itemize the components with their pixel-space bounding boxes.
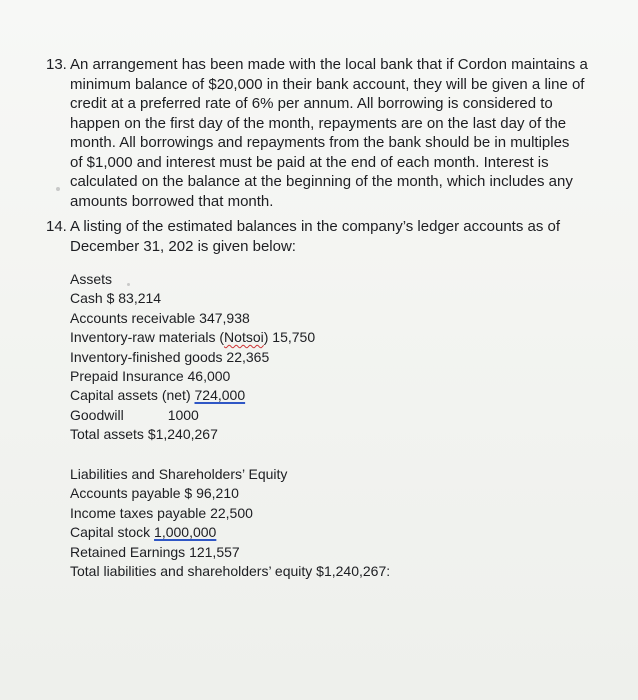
accounts-receivable-row: Accounts receivable 347,938 [70,309,250,326]
inventory-finished-goods-row: Inventory-finished goods 22,365 [70,348,270,365]
inventory-raw-materials-note: Notsoi [224,329,264,346]
item-13-line-1: An arrangement has been made with the local bank that if Cordon maintains a [70,56,588,73]
goodwill-label: Goodwill [70,406,124,423]
capital-stock-row [70,523,570,542]
item-14 [46,217,606,256]
liabilities-section [70,465,570,581]
income-taxes-payable-row: Income taxes payable 22,500 [70,504,253,521]
assets-heading: Assets [70,271,113,287]
accounts-payable-row: Accounts payable $ 96,210 [70,485,239,502]
item-14-line-1: A listing of the estimated balances in the company’s ledger accounts as of [70,218,561,235]
item-13-line-4: happen on the first day of the month, repayments are on the last day of the [70,114,567,132]
assets-section [70,270,570,445]
stray-dot-mark [56,187,60,191]
item-14-line-2: December 31, 202 is given below: [70,237,296,255]
capital-assets-value: 724,000 [194,387,246,404]
capital-stock-label: Capital stock [70,524,155,541]
cash-row: Cash $ 83,214 [70,290,162,307]
goodwill-row [70,406,570,425]
item-14-number: 14. [46,218,67,235]
total-liabilities-row: Total liabilities and shareholders’ equity $1,240,267: [70,563,391,580]
item-13-line-5: month. All borrowings and repayments from the bank should be in multiples [70,134,570,151]
item-13-number: 13. [46,56,67,73]
item-13 [46,55,606,211]
item-13-line-6: of $1,000 and interest must be paid at the end of each month. Interest is [70,153,549,171]
goodwill-value: 1000 [167,406,199,423]
item-13-text [70,55,606,211]
item-13-line-3: credit at a preferred rate of 6% per annum. All borrowing is considered to [70,95,553,112]
item-14-text [70,217,606,256]
inventory-raw-materials-row [70,328,570,347]
item-13-line-2: minimum balance of $20,000 in their bank account, they will be given a line of [70,75,585,93]
inventory-raw-materials-label: Inventory-raw materials ( [70,329,225,346]
total-assets-row: Total assets $1,240,267 [70,426,218,443]
capital-assets-row [70,386,570,405]
inventory-raw-materials-value: ) 15,750 [263,329,316,346]
retained-earnings-row: Retained Earnings 121,557 [70,543,240,560]
item-13-line-7: calculated on the balance at the beginning of the month, which includes any [70,173,573,190]
capital-stock-value: 1,000,000 [154,524,217,541]
item-13-line-8: amounts borrowed that month. [70,192,274,210]
liabilities-heading: Liabilities and Shareholders’ Equity [70,466,288,482]
stray-dot-mark-2 [127,283,130,286]
capital-assets-label: Capital assets (net) [70,387,195,404]
prepaid-insurance-row: Prepaid Insurance 46,000 [70,368,231,385]
